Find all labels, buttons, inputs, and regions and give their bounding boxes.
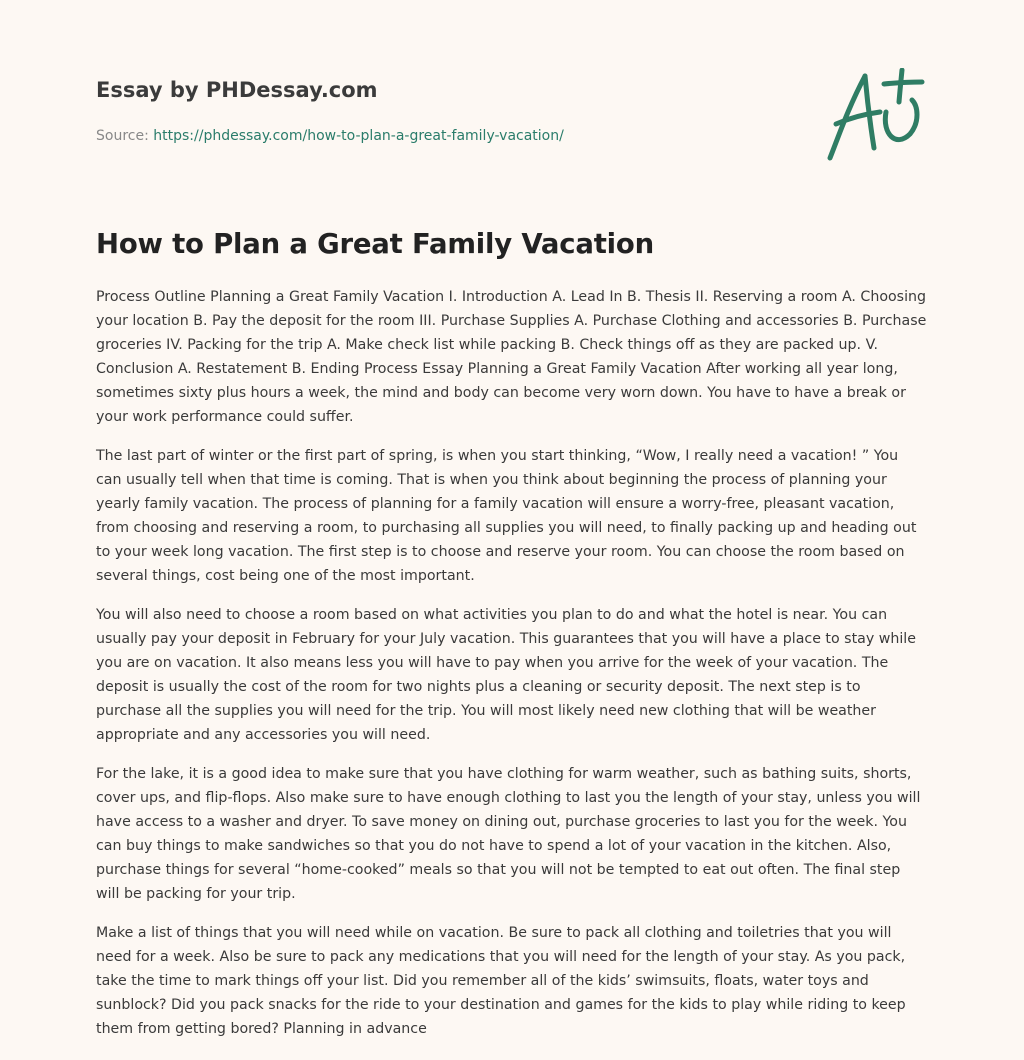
a-plus-crossbar — [836, 112, 880, 124]
a-plus-plus-vertical — [899, 70, 902, 102]
a-plus-plus-horizontal — [884, 82, 922, 84]
article-body — [96, 285, 928, 1056]
a-plus-grade-icon — [820, 68, 930, 168]
article-title: How to Plan a Great Family Vacation — [96, 228, 654, 260]
brand-title: Essay by PHDessay.com — [96, 78, 378, 102]
a-plus-hook — [885, 100, 917, 140]
paragraph: You will also need to choose a room based on what activities you plan to do and what the hotel is near. You can usually pay your deposit in February for your July vacation. This guarantees that you will have a place to stay while you are on vacation. It also means less you will have to pay when you arrive for the week of your vacation. The deposit is usually the cost of the room for two nights plus a cleaning or security deposit. The next step is to purchase all the supplies you will need for the trip. You will most likely need new clothing that will be weather appropriate and any accessories you will need. — [96, 607, 916, 743]
document-header — [96, 72, 936, 146]
paragraph: The last part of winter or the first part of spring, is when you start thinking, “Wow, I really need a vacation! ” You can usually tell when that time is coming. That is when you think about beginning the process of planning your yearly family vacation. The process of planning for a family vacation will ensure a worry-free, pleasant vacation, from choosing and reserving a room, to purchasing all supplies you will need, to finally packing up and heading out to your week long vacation. The first step is to choose and reserve your room. You can choose the room based on several things, cost being one of the most important. — [96, 448, 917, 584]
source-label: Source: — [96, 128, 154, 144]
source-link[interactable]: https://phdessay.com/how-to-plan-a-great-family-vacation/ — [153, 128, 564, 144]
paragraph: Make a list of things that you will need while on vacation. Be sure to pack all clothing and toiletries that you will need for a week. Also be sure to pack any medications that you will need for the length of your stay. As you pack, take the time to mark things off your list. Did you remember all of the kids’ swimsuits, floats, water toys and sunblock? Did you pack snacks for the ride to your destination and games for the kids to play while riding to keep them from getting bored? Planning in advance — [96, 925, 906, 1037]
paragraph: For the lake, it is a good idea to make sure that you have clothing for warm weather, such as bathing suits, shorts, cover ups, and flip-flops. Also make sure to have enough clothing to last you the length of your stay, unless you will have access to a washer and dryer. To save money on dining out, purchase groceries to last you for the week. You can buy things to make sandwiches so that you do not have to spend a lot of your vacation in the kitchen. Also, purchase things for several “home-cooked” meals so that you will not be tempted to eat out often. The final step will be packing for your trip. — [96, 766, 921, 902]
source-line — [96, 126, 936, 146]
paragraph: Process Outline Planning a Great Family Vacation I. Introduction A. Lead In B. Thesis II. Reserving a room A. Choosing your location B. Pay the deposit for the room III. Purchase Supplies A. Purchase Clothing and accessories B. Purchase groceries IV. Packing for the trip A. Make check list while packing B. Check things off as they are packed up. V. Conclusion A. Restatement B. Ending Process Essay Planning a Great Family Vacation After working all year long, sometimes sixty plus hours a week, the mind and body can become very worn down. You have to have a break or your work performance could suffer. — [96, 289, 927, 425]
